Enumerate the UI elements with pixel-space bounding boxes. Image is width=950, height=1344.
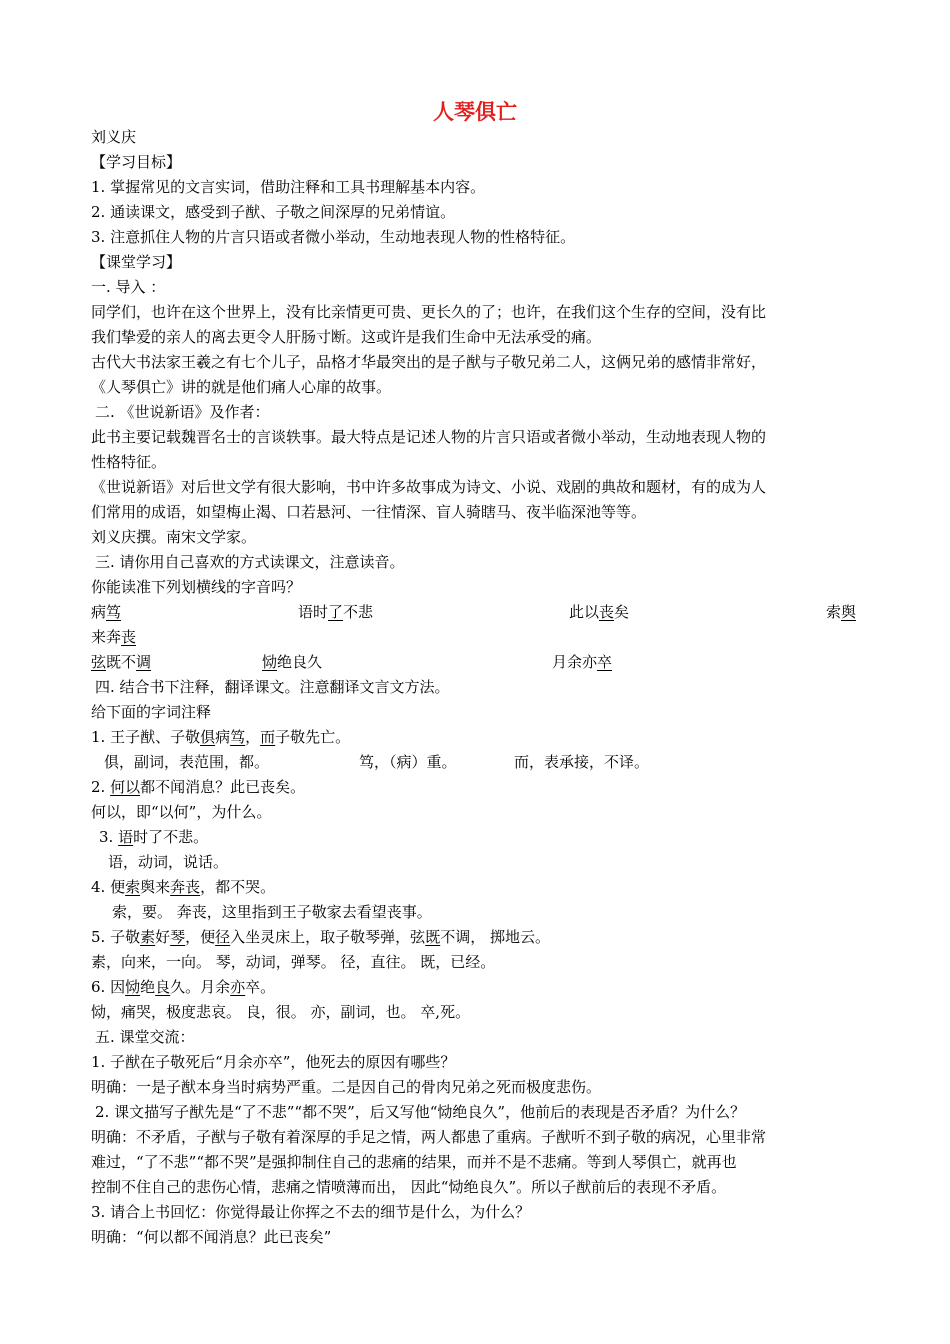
paragraph-line: 我们挚爱的亲人的离去更令人肝肠寸断。这或许是我们生命中无法承受的痛。: [91, 328, 602, 346]
pronunciation-word: 索舆: [826, 603, 857, 621]
pronunciation-word: 此以丧矣: [569, 603, 630, 621]
paragraph-line: 此书主要记载魏晋名士的言谈轶事。最大特点是记述人物的片言只语或者微小举动，生动地表现人物的: [91, 428, 767, 446]
answer-line: 明确：一是子猷本身当时病势严重。二是因自己的骨肉兄弟之死而极度悲伤。: [91, 1078, 602, 1096]
goal-item: 1. 掌握常见的文言实词，借助注释和工具书理解基本内容。: [91, 178, 486, 196]
translate-heading: 四. 结合书下注释，翻译课文。注意翻译文言文方法。: [95, 678, 450, 696]
author-line: 刘义庆: [91, 128, 137, 146]
goal-item: 2. 通读课文，感受到子猷、子敬之间深厚的兄弟情谊。: [91, 203, 456, 221]
annotation-line: 语，动词，说话。: [108, 853, 229, 871]
paragraph-line: 《世说新语》对后世文学有很大影响，书中许多故事成为诗文、小说、戏剧的典故和题材，有的成为人: [91, 478, 767, 496]
answer-line: 明确：“何以都不闻消息？此已丧矣”: [91, 1228, 332, 1246]
pronunciation-word: 月余亦卒: [552, 653, 613, 671]
annotation-line: 恸，痛哭，极度悲哀。 良，很。 亦，副词，也。 卒,死。: [91, 1003, 471, 1021]
sentence-line: 4. 便索舆来奔丧，都不哭。: [91, 878, 276, 896]
answer-line: 难过，“了不悲”“都不哭”是强抑制住自己的悲痛的结果，而并不是不悲痛。等到人琴俱亡，就再也: [91, 1153, 737, 1171]
paragraph-line: 性格特征。: [91, 453, 167, 471]
reading-question: 你能读准下列划横线的字音吗？: [91, 578, 302, 596]
question-line: 2. 课文描写子猷先是“了不悲”“都不哭”，后又写他“恸绝良久”，他前后的表现是否矛盾？为什么？: [95, 1103, 746, 1121]
document-title: 人琴俱亡: [433, 99, 517, 124]
intro-heading: 一. 导入 ：: [91, 278, 166, 296]
answer-line: 明确：不矛盾，子猷与子敬有着深厚的手足之情，两人都患了重病。子猷听不到子敬的病况，心里非常: [91, 1128, 767, 1146]
goals-heading: 【学习目标】: [91, 153, 182, 171]
paragraph-line: 《人琴俱亡》讲的就是他们痛人心扉的故事。: [91, 378, 392, 396]
reading-heading: 三. 请你用自己喜欢的方式读课文，注意读音。: [95, 553, 405, 571]
exchange-heading: 五. 课堂交流：: [95, 1028, 195, 1046]
annotation-line: 笃，（病）重。: [359, 753, 457, 771]
book-heading: 二. 《世说新语》及作者：: [95, 403, 270, 421]
pronunciation-word: 恸绝良久: [262, 653, 323, 671]
paragraph-line: 刘义庆撰。南宋文学家。: [91, 528, 257, 546]
translate-subheading: 给下面的字词注释: [91, 703, 212, 721]
pronunciation-word: 来奔丧: [91, 628, 137, 646]
question-line: 3. 请合上书回忆：你觉得最让你挥之不去的细节是什么，为什么？: [91, 1203, 531, 1221]
annotation-line: 何以，即“以何”，为什么。: [91, 803, 272, 821]
classroom-heading: 【课堂学习】: [91, 253, 182, 271]
question-line: 1. 子猷在子敬死后“月余亦卒”，他死去的原因有哪些？: [91, 1053, 456, 1071]
pronunciation-word: 语时了不悲: [298, 603, 374, 621]
goal-item: 3. 注意抓住人物的片言只语或者微小举动，生动地表现人物的性格特征。: [91, 228, 576, 246]
annotation-line: 索，要。 奔丧，这里指到王子敬家去看望丧事。: [112, 903, 432, 921]
sentence-line: 6. 因恸绝良久。月余亦卒。: [91, 978, 276, 996]
answer-line: 控制不住自己的悲伤心情，悲痛之情喷薄而出， 因此“恸绝良久”。所以子猷前后的表现不矛盾。: [91, 1178, 727, 1196]
annotation-line: 而，表承接，不译。: [514, 753, 650, 771]
annotation-line: 俱，副词，表范围，都。: [104, 753, 270, 771]
annotation-line: 素，向来，一向。 琴，动词，弹琴。 径，直往。 既，已经。: [91, 953, 496, 971]
sentence-line: 1. 王子猷、子敬俱病笃，而子敬先亡。: [91, 728, 351, 746]
sentence-line: 5. 子敬素好琴，便径入坐灵床上，取子敬琴弹，弦既不调， 掷地云。: [91, 928, 550, 946]
pronunciation-word: 弦既不调: [91, 653, 152, 671]
paragraph-line: 同学们，也许在这个世界上，没有比亲情更可贵、更长久的了；也许，在我们这个生存的空间，没有比: [91, 303, 767, 321]
paragraph-line: 们常用的成语，如望梅止渴、口若悬河、一往情深、盲人骑瞎马、夜半临深池等等。: [91, 503, 647, 521]
sentence-line: 3. 语时了不悲。: [99, 828, 209, 846]
paragraph-line: 古代大书法家王羲之有七个儿子，品格才华最突出的是子猷与子敬兄弟二人，这俩兄弟的感情非常好，: [91, 353, 767, 371]
sentence-line: 2. 何以都不闻消息？此已丧矣。: [91, 778, 306, 796]
pronunciation-word: 病笃: [91, 603, 122, 621]
